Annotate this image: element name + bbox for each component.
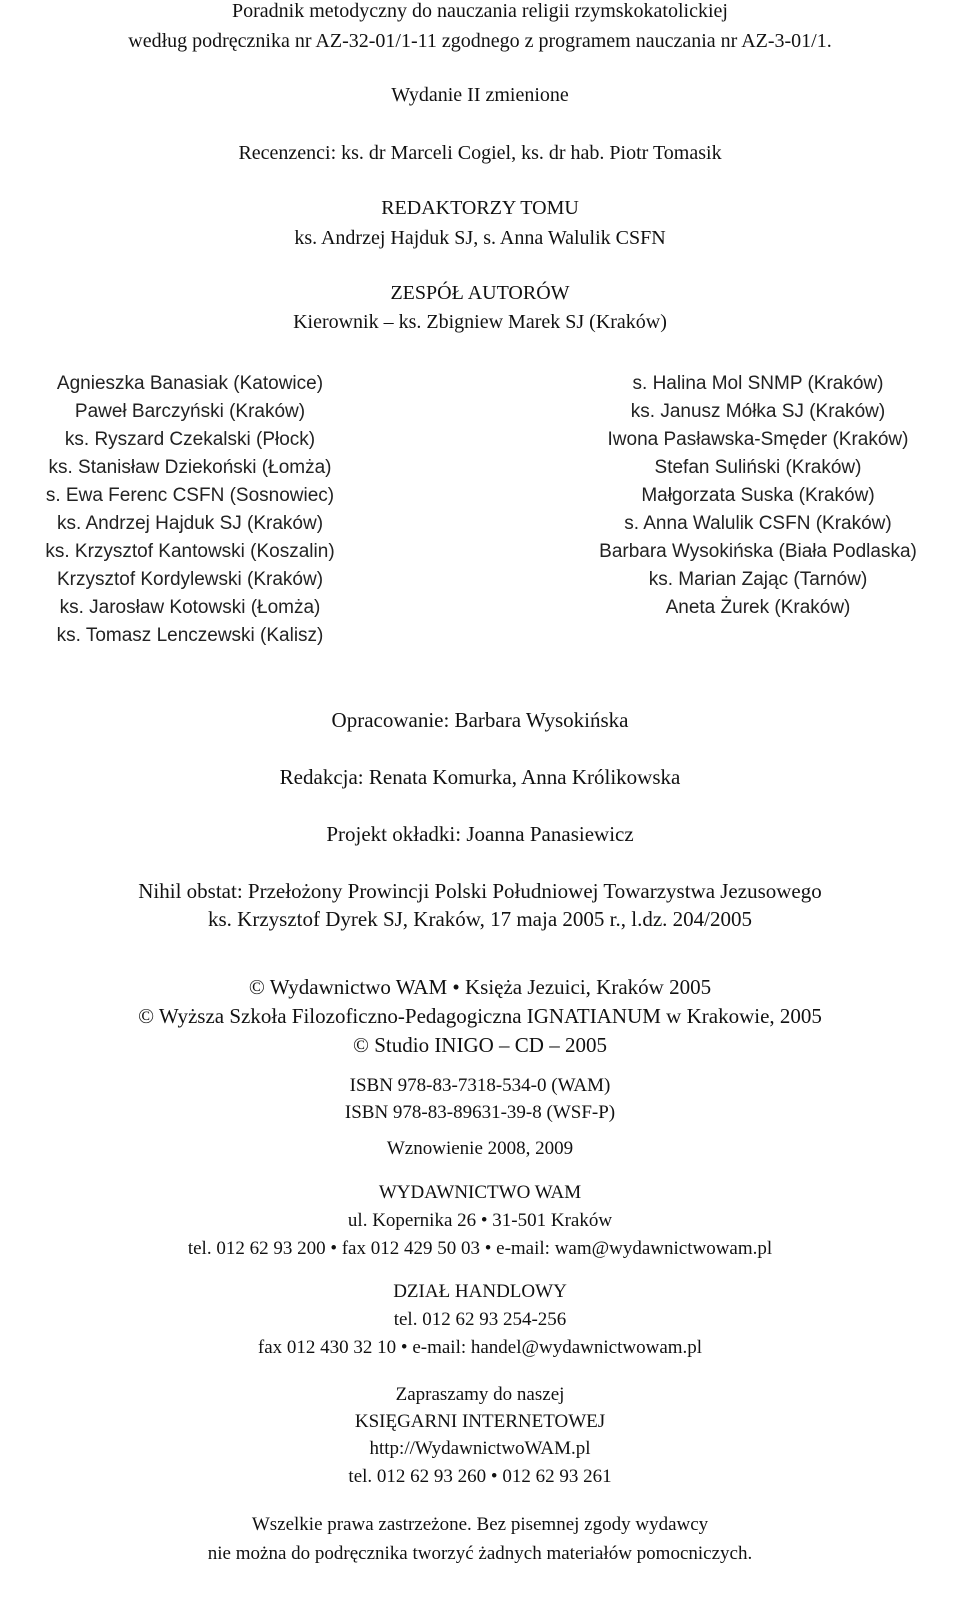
edition: Wydanie II zmienione — [391, 84, 569, 106]
reprint: Wznowienie 2008, 2009 — [386, 1138, 574, 1159]
author-item: ks. Stanisław Dziekoński (Łomża) — [48, 457, 332, 478]
author-item: Małgorzata Suska (Kraków) — [641, 485, 875, 506]
author-item: ks. Tomasz Lenczewski (Kalisz) — [56, 625, 324, 646]
nihil-obstat-line-1: Nihil obstat: Przełożony Prowincji Polski Południowej Towarzystwa Jezusowego — [138, 879, 822, 903]
shop-tel: tel. 012 62 93 260 • 012 62 93 261 — [348, 1466, 612, 1487]
author-item: s. Halina Mol SNMP (Kraków) — [632, 373, 884, 394]
subtitle-line-1: Poradnik metodyczny do nauczania religii rzymskokatolickiej — [232, 0, 728, 22]
copyright-line-2: © Wyższa Szkoła Filozoficzno-Pedagogiczna IGNATIANUM w Krakowie, 2005 — [138, 1004, 822, 1028]
editors-names: ks. Andrzej Hajduk SJ, s. Anna Walulik CSFN — [294, 227, 666, 249]
author-item: s. Ewa Ferenc CSFN (Sosnowiec) — [45, 485, 335, 506]
author-item: ks. Krzysztof Kantowski (Koszalin) — [45, 541, 335, 562]
copyright-line-1: © Wydawnictwo WAM • Księża Jezuici, Kraków 2005 — [248, 975, 712, 999]
author-item: Paweł Barczyński (Kraków) — [74, 401, 306, 422]
author-item: Aneta Żurek (Kraków) — [665, 597, 851, 618]
authors-list-left — [10, 370, 370, 650]
author-item: Barbara Wysokińska (Biała Podlaska) — [599, 541, 917, 562]
shop-url[interactable]: http://WydawnictwoWAM.pl — [369, 1438, 591, 1459]
author-item: ks. Marian Zając (Tarnów) — [648, 569, 868, 590]
author-item: Krzysztof Kordylewski (Kraków) — [56, 569, 324, 590]
subtitle-line-2: według podręcznika nr AZ-32-01/1-11 zgodnego z programem nauczania nr AZ-3-01/1. — [128, 30, 832, 52]
shop-line-2: KSIĘGARNI INTERNETOWEJ — [354, 1411, 606, 1432]
compilation: Opracowanie: Barbara Wysokińska — [331, 708, 629, 732]
nihil-obstat-line-2: ks. Krzysztof Dyrek SJ, Kraków, 17 maja 2005 r., l.dz. 204/2005 — [208, 907, 752, 931]
isbn-wam: ISBN 978-83-7318-534-0 (WAM) — [349, 1075, 611, 1096]
author-item: ks. Janusz Mółka SJ (Kraków) — [630, 401, 886, 422]
sales-title: DZIAŁ HANDLOWY — [393, 1281, 567, 1302]
copyright-line-3: © Studio INIGO – CD – 2005 — [353, 1033, 607, 1057]
rights-line-1: Wszelkie prawa zastrzeżone. Bez pisemnej zgody wydawcy — [251, 1514, 709, 1535]
cover-design: Projekt okładki: Joanna Panasiewicz — [326, 822, 634, 846]
author-item: Agnieszka Banasiak (Katowice) — [56, 373, 324, 394]
sales-tel: tel. 012 62 93 254-256 — [393, 1309, 567, 1330]
sales-fax-email: fax 012 430 32 10 • e-mail: handel@wydawnictwowam.pl — [257, 1337, 703, 1358]
editing: Redakcja: Renata Komurka, Anna Królikowska — [279, 765, 681, 789]
editors-title: REDAKTORZY TOMU — [381, 197, 579, 219]
publisher-address: ul. Kopernika 26 • 31-501 Kraków — [347, 1210, 613, 1231]
rights-line-2: nie można do podręcznika tworzyć żadnych materiałów pomocniczych. — [207, 1543, 753, 1564]
author-item: ks. Andrzej Hajduk SJ (Kraków) — [56, 513, 324, 534]
author-item: Iwona Pasławska-Smęder (Kraków) — [607, 429, 909, 450]
authors-list-right — [565, 370, 951, 622]
publisher-contact: tel. 012 62 93 200 • fax 012 429 50 03 • e-mail: wam@wydawnictwowam.pl — [187, 1238, 773, 1259]
publisher-name: WYDAWNICTWO WAM — [378, 1182, 582, 1203]
author-item: Stefan Suliński (Kraków) — [654, 457, 862, 478]
authors-title: ZESPÓŁ AUTORÓW — [390, 282, 570, 304]
author-item: ks. Ryszard Czekalski (Płock) — [64, 429, 316, 450]
author-item: ks. Jarosław Kotowski (Łomża) — [59, 597, 321, 618]
reviewers: Recenzenci: ks. dr Marceli Cogiel, ks. dr hab. Piotr Tomasik — [238, 142, 722, 164]
authors-leader: Kierownik – ks. Zbigniew Marek SJ (Kraków) — [293, 311, 667, 333]
author-item: s. Anna Walulik CSFN (Kraków) — [624, 513, 892, 534]
shop-line-1: Zapraszamy do naszej — [395, 1384, 565, 1405]
isbn-wsfp: ISBN 978-83-89631-39-8 (WSF-P) — [344, 1102, 616, 1123]
